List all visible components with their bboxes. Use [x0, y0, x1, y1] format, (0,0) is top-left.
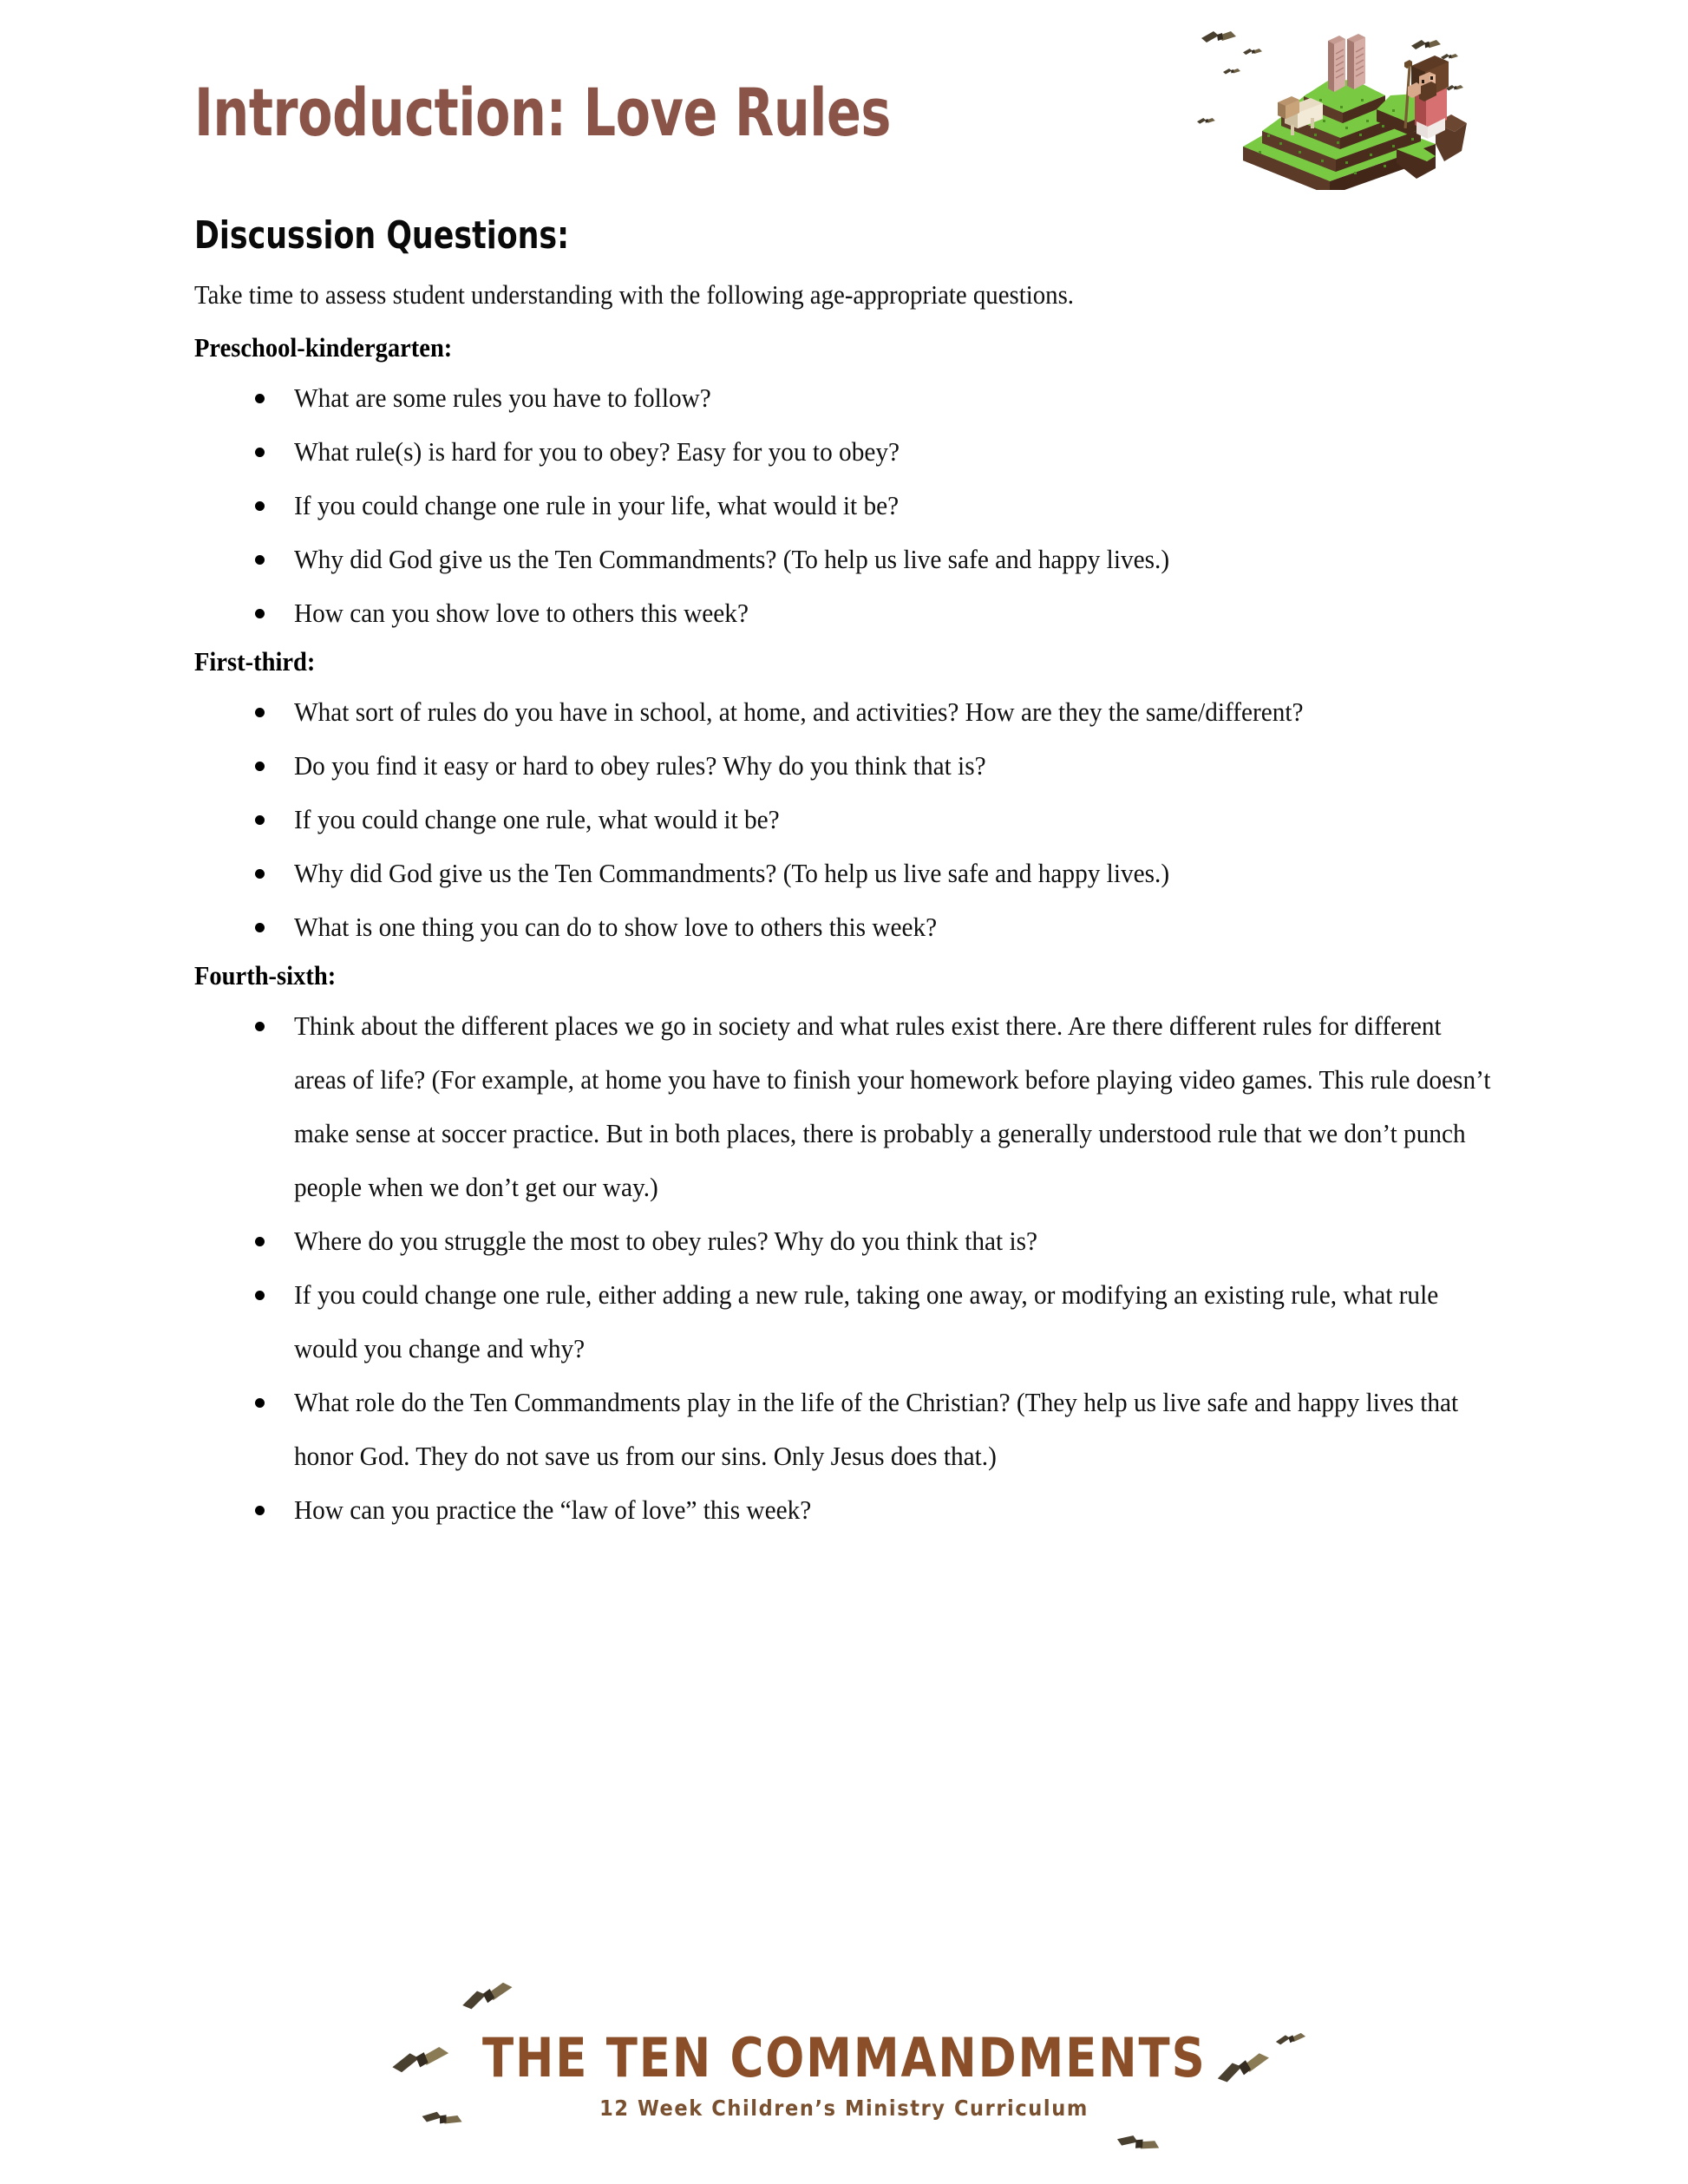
list-item: [194, 1268, 1495, 1376]
question-text: Do you find it easy or hard to obey rules? Why do you think that is?: [294, 750, 986, 781]
bullet-icon: [255, 762, 265, 771]
list-item: [194, 739, 1495, 793]
list-item: [194, 999, 1495, 1214]
question-text: Think about the different places we go in society and what rules exist there. Are there different rules for different areas of life? (For example, at home you have to finish your homework before playing video games. This rule doesn’t make sense at soccer practice. But in both places, there is probably a generally understood rule that we don’t punch people when we don’t get our way.): [294, 1010, 1491, 1202]
bullet-icon: [255, 394, 265, 403]
group-label: First-third:: [194, 646, 316, 677]
question-text: Why did God give us the Ten Commandments? (To help us live safe and happy lives.): [294, 858, 1170, 888]
question-group-preschool-kindergarten: [194, 330, 1495, 640]
page-title: Introduction: Love Rules: [194, 74, 892, 151]
list-item: [194, 1483, 1495, 1537]
list-item: [194, 425, 1495, 479]
question-list: [194, 685, 1495, 954]
question-text: Why did God give us the Ten Commandments? (To help us live safe and happy lives.): [294, 544, 1170, 574]
bullet-icon: [255, 1022, 265, 1031]
list-item: [194, 586, 1495, 640]
bullet-icon: [255, 501, 265, 511]
question-text: What is one thing you can do to show love to others this week?: [294, 912, 938, 942]
question-text: What are some rules you have to follow?: [294, 383, 711, 413]
group-label: Preschool-kindergarten:: [194, 332, 453, 363]
bullet-icon: [255, 1291, 265, 1300]
main-content: [194, 213, 1495, 1540]
question-text: How can you practice the “law of love” this week?: [294, 1494, 812, 1525]
list-item: [194, 685, 1495, 739]
bullet-icon: [255, 555, 265, 565]
question-group-fourth-sixth: [194, 958, 1495, 1537]
list-item: [194, 1376, 1495, 1483]
mount-sinai-voxel-illustration: [1175, 12, 1475, 190]
list-item: [194, 479, 1495, 533]
bullet-icon: [255, 708, 265, 717]
intro-paragraph: Take time to assess student understanding with the following age-appropriate questions.: [194, 279, 1075, 310]
page-footer: [0, 1960, 1688, 2184]
bullet-icon: [255, 609, 265, 618]
footer-logo: [0, 2026, 1688, 2122]
question-text: What role do the Ten Commandments play in the life of the Christian? (They help us live safe and happy lives that honor God. They do not save us from our sins. Only Jesus does that.): [294, 1387, 1459, 1471]
list-item: [194, 1214, 1495, 1268]
question-text: If you could change one rule, what would it be?: [294, 804, 780, 834]
list-item: [194, 371, 1495, 425]
bullet-icon: [255, 815, 265, 825]
question-text: If you could change one rule, either adding a new rule, taking one away, or modifying an existing rule, what rule would you change and why?: [294, 1279, 1439, 1363]
section-heading-discussion-questions: Discussion Questions:: [194, 213, 570, 258]
question-text: If you could change one rule in your life, what would it be?: [294, 490, 900, 520]
bullet-icon: [255, 1398, 265, 1408]
bullet-icon: [255, 923, 265, 932]
footer-logo-title: THE TEN COMMANDMENTS: [481, 2026, 1207, 2089]
list-item: [194, 793, 1495, 847]
bullet-icon: [255, 1237, 265, 1246]
question-group-first-third: [194, 644, 1495, 954]
question-text: What rule(s) is hard for you to obey? Easy for you to obey?: [294, 436, 900, 467]
question-list: [194, 371, 1495, 640]
footer-logo-subtitle: 12 Week Children’s Ministry Curriculum: [599, 2096, 1089, 2121]
bullet-icon: [255, 869, 265, 879]
question-text: What sort of rules do you have in school, at home, and activities? How are they the same/different?: [294, 696, 1304, 727]
bullet-icon: [255, 1506, 265, 1515]
list-item: [194, 533, 1495, 586]
list-item: [194, 847, 1495, 900]
question-text: Where do you struggle the most to obey rules? Why do you think that is?: [294, 1226, 1037, 1256]
bullet-icon: [255, 448, 265, 457]
list-item: [194, 900, 1495, 954]
question-text: How can you show love to others this week?: [294, 598, 749, 628]
page-header: [0, 0, 1688, 199]
group-label: Fourth-sixth:: [194, 960, 337, 991]
question-list: [194, 999, 1495, 1537]
